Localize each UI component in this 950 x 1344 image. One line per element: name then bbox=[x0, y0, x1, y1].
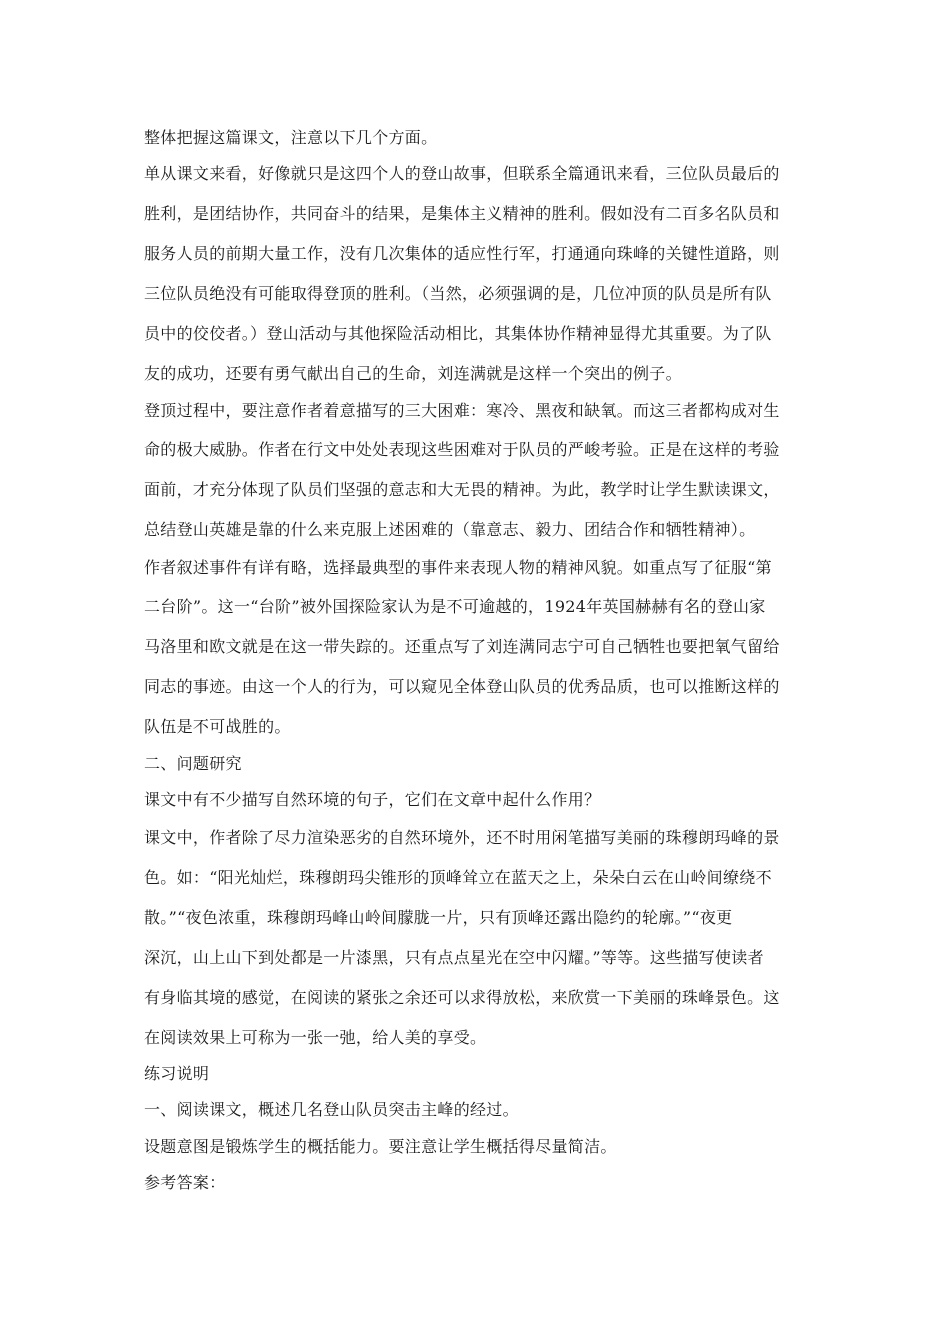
text-line: 登顶过程中，要注意作者着意描写的三大困难：寒冷、黑夜和缺氧。而这三者都构成对生 bbox=[144, 401, 780, 420]
text-line: 面前，才充分体现了队员们坚强的意志和大无畏的精神。为此，教学时让学生默读课文， bbox=[144, 480, 780, 499]
text-line: 有身临其境的感觉，在阅读的紧张之余还可以求得放松，来欣赏一下美丽的珠峰景色。这 bbox=[144, 988, 780, 1007]
text-line: 三位队员绝没有可能取得登顶的胜利。（当然，必须强调的是，几位冲顶的队员是所有队 bbox=[144, 284, 772, 303]
text-line: 队伍是不可战胜的。 bbox=[144, 717, 291, 736]
text-line: 二台阶”。这一“台阶”被外国探险家认为是不可逾越的，1924年英国赫赫有名的登山家 bbox=[144, 597, 766, 616]
text-line: 色。如：“阳光灿烂，珠穆朗玛尖锥形的顶峰耸立在蓝天之上，朵朵白云在山岭间缭绕不 bbox=[144, 868, 772, 887]
text-line: 作者叙述事件有详有略，选择最典型的事件来表现人物的精神风貌。如重点写了征服“第 bbox=[144, 558, 772, 577]
text-line: 课文中，作者除了尽力渲染恶劣的自然环境外，还不时用闲笔描写美丽的珠穆朗玛峰的景 bbox=[144, 828, 780, 847]
text-line: 整体把握这篇课文，注意以下几个方面。 bbox=[144, 128, 438, 147]
text-line: 总结登山英雄是靠的什么来克服上述困难的（靠意志、毅力、团结合作和牺牲精神）。 bbox=[144, 520, 756, 539]
text-line: 散。”“夜色浓重，珠穆朗玛峰山岭间朦胧一片，只有顶峰还露出隐约的轮廓。”“夜更 bbox=[144, 908, 733, 927]
exercise-item: 一、阅读课文，概述几名登山队员突击主峰的经过。 bbox=[144, 1100, 519, 1119]
text-line: 同志的事迹。由这一个人的行为，可以窥见全体登山队员的优秀品质，也可以推断这样的 bbox=[144, 677, 780, 696]
text-line: 设题意图是锻炼学生的概括能力。要注意让学生概括得尽量简洁。 bbox=[144, 1137, 617, 1156]
text-line: 马洛里和欧文就是在这一带失踪的。还重点写了刘连满同志宁可自己牺牲也要把氧气留给 bbox=[144, 637, 780, 656]
question-text: 课文中有不少描写自然环境的句子，它们在文章中起什么作用？ bbox=[144, 790, 601, 809]
text-line: 友的成功，还要有勇气献出自己的生命，刘连满就是这样一个突出的例子。 bbox=[144, 364, 682, 383]
text-line: 单从课文来看，好像就只是这四个人的登山故事，但联系全篇通讯来看，三位队员最后的 bbox=[144, 164, 780, 183]
text-line: 命的极大威胁。作者在行文中处处表现这些困难对于队员的严峻考验。正是在这样的考验 bbox=[144, 440, 780, 459]
text-line: 服务人员的前期大量工作，没有几次集体的适应性行军，打通通向珠峰的关键性道路，则 bbox=[144, 244, 780, 263]
section-heading: 练习说明 bbox=[144, 1064, 210, 1083]
text-line: 胜利，是团结协作，共同奋斗的结果，是集体主义精神的胜利。假如没有二百多名队员和 bbox=[144, 204, 780, 223]
answer-label: 参考答案： bbox=[144, 1173, 226, 1192]
text-line: 在阅读效果上可称为一张一弛，给人美的享受。 bbox=[144, 1028, 487, 1047]
text-line: 深沉，山上山下到处都是一片漆黑，只有点点星光在空中闪耀。”等等。这些描写使读者 bbox=[144, 948, 764, 967]
text-line: 员中的佼佼者。）登山活动与其他探险活动相比，其集体协作精神显得尤其重要。为了队 bbox=[144, 324, 772, 343]
section-heading: 二、问题研究 bbox=[144, 754, 242, 773]
